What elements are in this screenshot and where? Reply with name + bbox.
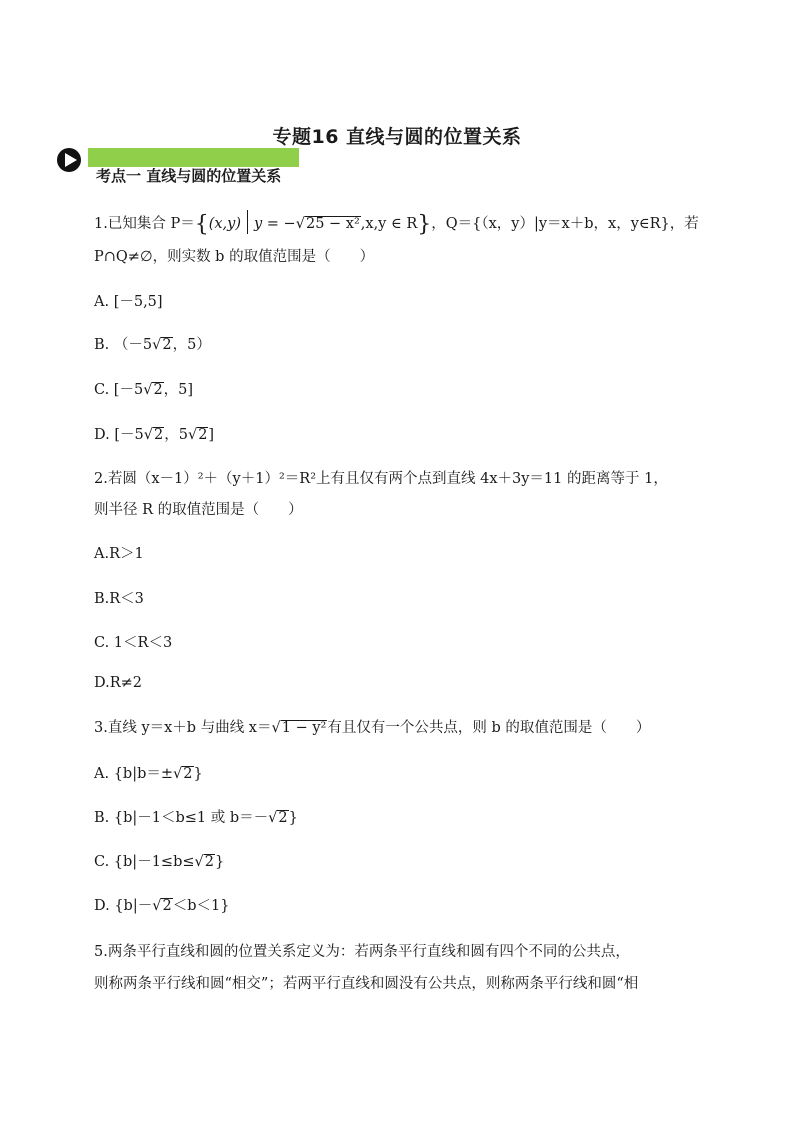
question-2-option-b: B.R＜3 [94,591,144,607]
question-3-option-a: A. {b|b＝±√2} [94,766,203,782]
question-2-line-2: 则半径 R 的取值范围是（ ） [94,502,303,518]
play-bullet-icon [56,147,82,173]
question-1-line-1: 1.已知集合 P＝{(x,y) y = −√25 − x²,x,y ∈ R}，Q＝{（x，y）|y＝x＋b，x，y∈R}，若 [94,212,699,237]
question-3-option-b: B. {b|－1＜b≤1 或 b＝－√2} [94,810,298,826]
question-3-option-c: C. {b|－1≤b≤√2} [94,854,225,870]
section-heading: 考点一 直线与圆的位置关系 [96,167,282,185]
question-2-option-c: C. 1＜R＜3 [94,635,173,651]
question-5-line-2: 则称两条平行线和圆“相交”；若两平行直线和圆没有公共点，则称两条平行线和圆“相 [94,976,639,992]
question-2-option-a: A.R＞1 [94,546,144,562]
question-5-line-1: 5.两条平行直线和圆的位置关系定义为：若两条平行直线和圆有四个不同的公共点， [94,944,630,960]
question-1-option-b: B. （－5√2，5） [94,337,211,353]
question-1-line-2: P∩Q≠∅，则实数 b 的取值范围是（ ） [94,249,375,265]
question-3-line-1: 3.直线 y＝x＋b 与曲线 x＝√1 − y²有且仅有一个公共点，则 b 的取值范围是（ ） [94,720,651,736]
page-title: 专题16 直线与圆的位置关系 [272,126,522,148]
question-2-line-1: 2.若圆（x－1）²＋（y＋1）²＝R²上有且仅有两个点到直线 4x＋3y＝11 的距离等于 1， [94,471,668,487]
sqrt-expression: √25 − x² [295,216,360,232]
question-2-option-d: D.R≠2 [94,675,143,691]
question-1-option-d: D. [－5√2，5√2] [94,427,215,443]
question-1-option-c: C. [－5√2，5] [94,382,194,398]
question-3-option-d: D. {b|－√2＜b＜1} [94,898,230,914]
question-1-option-a: A. [－5,5] [94,294,163,310]
